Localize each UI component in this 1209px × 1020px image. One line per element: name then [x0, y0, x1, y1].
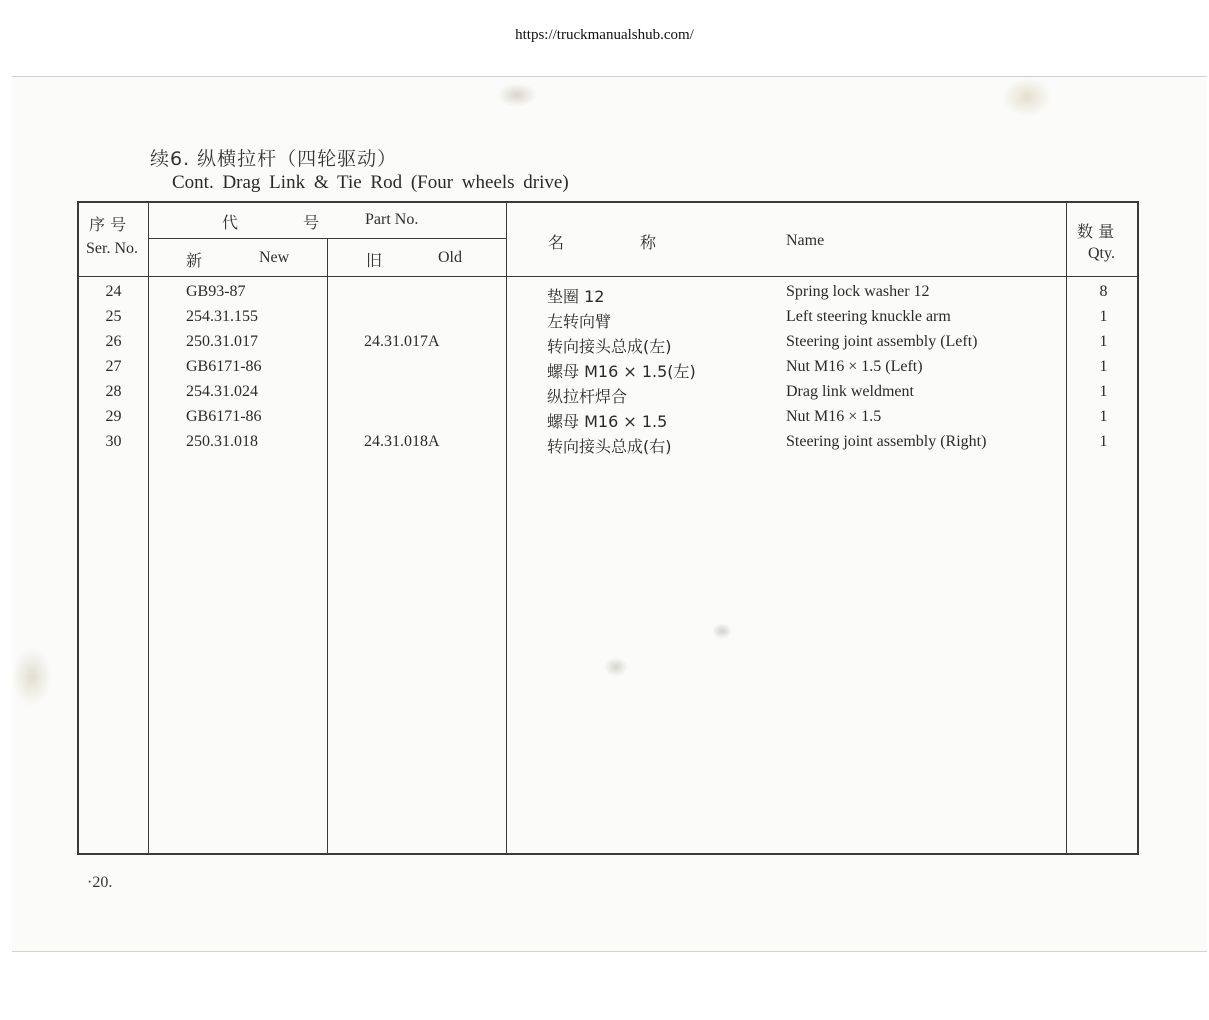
cell-qty: 1: [1099, 408, 1108, 425]
cell-name-en: Spring lock washer 12: [786, 283, 930, 300]
cell-qty: 1: [1099, 358, 1108, 375]
header-code-cn-1: 代: [222, 213, 239, 232]
cell-ser: 30: [105, 433, 122, 450]
header-name-en: Name: [786, 232, 825, 249]
cell-new: GB6171-86: [186, 358, 262, 375]
header-name-cn-2: 称: [640, 233, 657, 252]
header-new-cn: 新: [186, 251, 203, 270]
header-rule: [79, 276, 1137, 277]
cell-ser: 25: [105, 308, 122, 325]
header-new-en: New: [259, 249, 290, 266]
cell-qty: 8: [1099, 283, 1108, 300]
cell-ser: 28: [105, 383, 122, 400]
cell-name-cn: 垫圈 12: [547, 287, 605, 306]
cell-qty: 1: [1099, 333, 1108, 350]
header-code-cn-2: 号: [303, 213, 320, 232]
cell-new: 250.31.017: [186, 333, 258, 350]
cell-name-cn: 螺母 M16 × 1.5(左): [547, 362, 696, 381]
header-part-no: Part No.: [365, 211, 419, 228]
cell-ser: 24: [105, 283, 122, 300]
cell-ser: 27: [105, 358, 122, 375]
header-old-cn: 旧: [366, 251, 383, 270]
cell-name-cn: 螺母 M16 × 1.5: [547, 412, 668, 431]
cell-qty: 1: [1099, 433, 1108, 450]
column-divider: [148, 203, 149, 853]
title-chinese: 续6. 纵横拉杆（四轮驱动）: [150, 148, 398, 170]
cell-name-en: Steering joint assembly (Left): [786, 333, 978, 350]
column-divider-new-old: [327, 239, 328, 853]
page-number: ·20.: [87, 874, 113, 891]
cell-old: 24.31.018A: [364, 433, 440, 450]
header-old-en: Old: [438, 249, 462, 266]
cell-name-en: Left steering knuckle arm: [786, 308, 951, 325]
header-ser-en: Ser. No.: [86, 240, 138, 257]
cell-name-en: Nut M16 × 1.5: [786, 408, 882, 425]
cell-new: 250.31.018: [186, 433, 258, 450]
header-ser-cn: 序 号: [89, 215, 127, 234]
cell-new: GB93-87: [186, 283, 246, 300]
cell-ser: 29: [105, 408, 122, 425]
header-qty-cn: 数 量: [1077, 222, 1115, 241]
header-subdivider: [148, 238, 506, 239]
title-english: Cont. Drag Link & Tie Rod (Four wheels drive): [172, 172, 569, 193]
column-divider: [506, 203, 507, 853]
cell-name-en: Drag link weldment: [786, 383, 914, 400]
cell-name-cn: 转向接头总成(右): [547, 437, 672, 456]
source-url: https://truckmanualshub.com/: [515, 27, 694, 43]
parts-table: [77, 201, 1139, 855]
header-qty-en: Qty.: [1088, 245, 1115, 262]
cell-new: GB6171-86: [186, 408, 262, 425]
cell-name-en: Steering joint assembly (Right): [786, 433, 987, 450]
cell-qty: 1: [1099, 308, 1108, 325]
cell-new: 254.31.024: [186, 383, 258, 400]
cell-ser: 26: [105, 333, 122, 350]
cell-old: 24.31.017A: [364, 333, 440, 350]
scanned-page: [12, 76, 1207, 952]
cell-name-cn: 左转向臂: [547, 312, 612, 331]
cell-new: 254.31.155: [186, 308, 258, 325]
header-name-cn-1: 名: [548, 233, 565, 252]
cell-name-en: Nut M16 × 1.5 (Left): [786, 358, 923, 375]
cell-name-cn: 纵拉杆焊合: [547, 387, 628, 406]
cell-name-cn: 转向接头总成(左): [547, 337, 672, 356]
cell-qty: 1: [1099, 383, 1108, 400]
